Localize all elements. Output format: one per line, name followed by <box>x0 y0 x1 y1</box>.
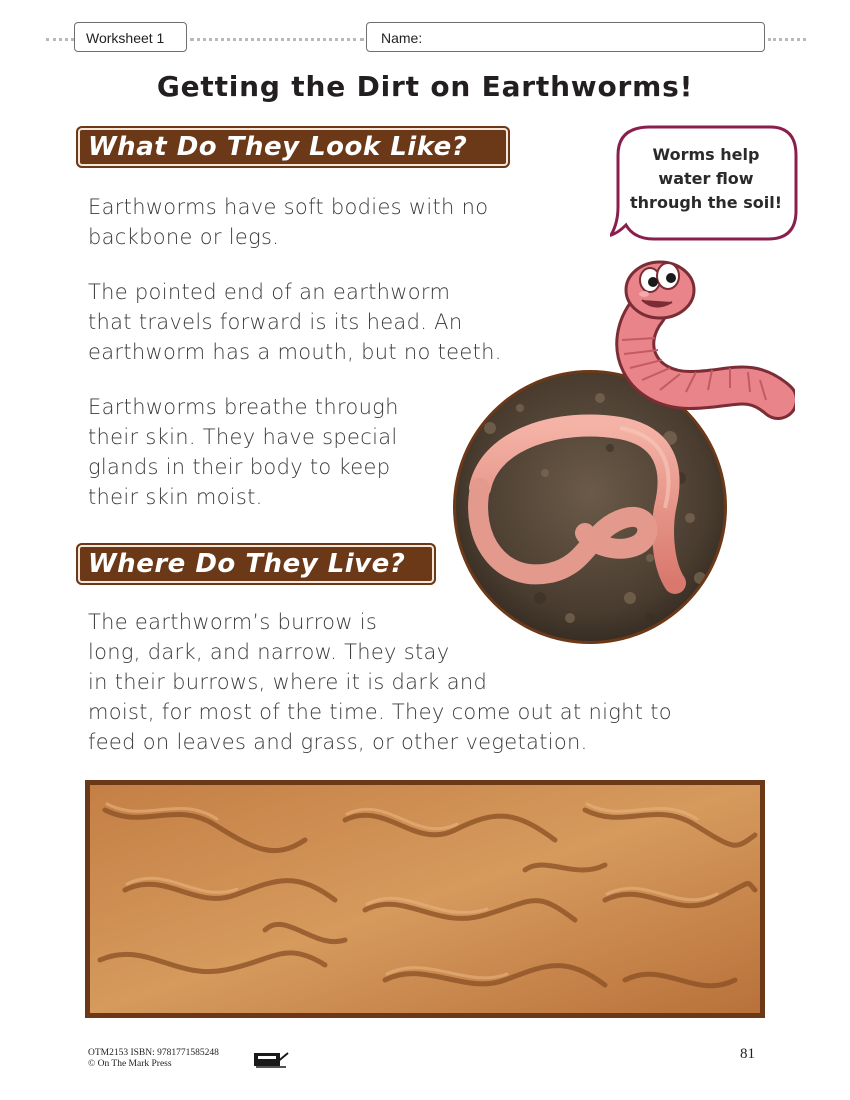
text-line: The earthworm’s burrow is <box>88 610 378 634</box>
section-heading-live <box>76 543 436 585</box>
footer-copyright: © On The Mark Press <box>88 1059 172 1069</box>
text-line: Earthworms breathe through <box>88 395 399 419</box>
section-heading-look <box>76 126 510 168</box>
bubble-line: water flow <box>658 169 754 188</box>
bubble-line: Worms help <box>652 145 760 164</box>
text-line: moist, for most of the time. They come out at night to <box>88 700 672 724</box>
text-line: The pointed end of an earthworm <box>88 280 451 304</box>
bubble-line: through the soil! <box>630 193 782 212</box>
header-dots-mid <box>190 38 364 41</box>
burrows-photo <box>85 780 765 1018</box>
text-line: backbone or legs. <box>88 225 280 249</box>
name-label: Name: <box>381 30 423 46</box>
paragraph-burrow <box>88 607 672 757</box>
name-field[interactable] <box>366 22 765 52</box>
text-line: glands in their body to keep <box>88 455 391 479</box>
text-line: Earthworms have soft bodies with no <box>88 195 489 219</box>
cartoon-worm-illustration <box>600 250 795 420</box>
section-heading-look-text: What Do They Look Like? <box>88 132 468 162</box>
publisher-logo-icon <box>252 1049 290 1069</box>
text-line: in their burrows, where it is dark and <box>88 670 488 694</box>
text-line: their skin moist. <box>88 485 263 509</box>
footer-code: OTM2153 ISBN: 9781771585248 <box>88 1048 219 1058</box>
worksheet-label: Worksheet 1 <box>86 30 165 46</box>
text-line: their skin. They have special <box>88 425 398 449</box>
page-number: 81 <box>740 1046 755 1062</box>
text-line: feed on leaves and grass, or other vegetation. <box>88 730 588 754</box>
text-line: long, dark, and narrow. They stay <box>88 640 450 664</box>
page-title: Getting the Dirt on Earthworms! <box>156 70 694 103</box>
paragraph-head <box>88 277 502 367</box>
text-line: that travels forward is its head. An <box>88 310 463 334</box>
paragraph-skin <box>88 392 399 512</box>
worksheet-label-box <box>74 22 187 52</box>
paragraph-body <box>88 192 488 252</box>
section-heading-live-text: Where Do They Live? <box>88 549 406 579</box>
text-line: earthworm has a mouth, but no teeth. <box>88 340 502 364</box>
header-dots-right <box>768 38 806 41</box>
header-dots-left <box>46 38 74 41</box>
speech-bubble-text <box>618 143 794 215</box>
